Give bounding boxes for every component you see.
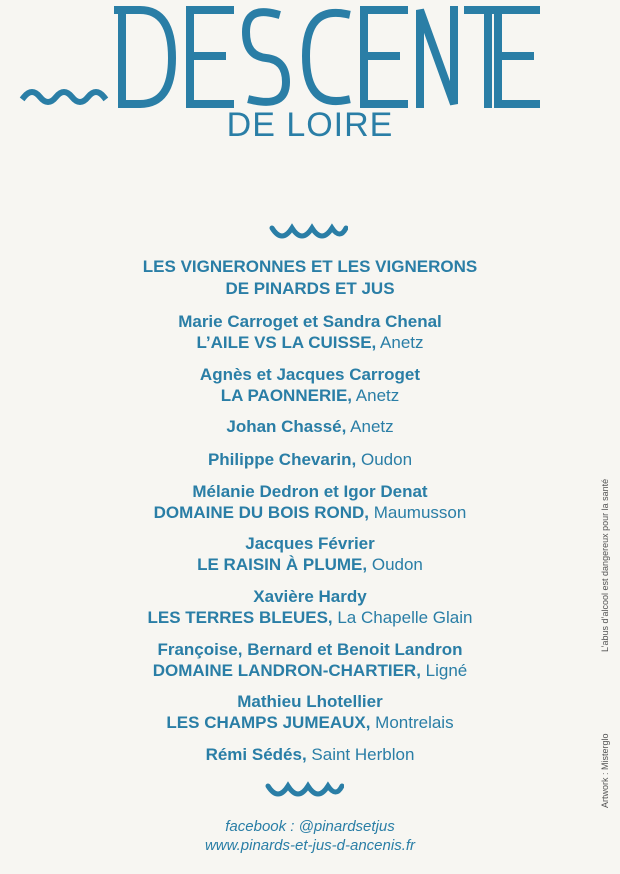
list-item <box>0 449 620 470</box>
artwork-credit: Artwork : Misterglo <box>600 733 610 808</box>
facebook-link[interactable]: facebook : @pinardsetjus <box>225 818 395 835</box>
winemaker-name: Mélanie Dedron et Igor Denat <box>192 482 428 501</box>
subtitle: DE LOIRE <box>226 106 394 144</box>
list-item <box>0 639 620 681</box>
estate-name: DOMAINE LANDRON-CHARTIER, <box>152 661 421 680</box>
alcohol-warning: L’abus d’alcool est dangereux pour la santé <box>600 478 610 652</box>
location: Maumusson <box>369 503 467 522</box>
wave-icon <box>264 780 344 804</box>
list-item <box>0 744 620 765</box>
winemaker-name: Mathieu Lhotellier <box>237 692 383 711</box>
heading-line1: LES VIGNERONNES ET LES VIGNERONS <box>142 257 478 276</box>
vignerons-heading <box>0 256 620 300</box>
website-link[interactable]: www.pinards-et-jus-d-ancenis.fr <box>204 837 416 854</box>
estate-name: LA PAONNERIE, <box>220 386 353 405</box>
estate-name: DOMAINE DU BOIS ROND, <box>153 503 369 522</box>
winemaker-name: Jacques Février <box>245 534 375 553</box>
location: La Chapelle Glain <box>332 608 473 627</box>
winemaker-name: Xavière Hardy <box>253 587 367 606</box>
location: Anetz <box>346 417 394 436</box>
winemaker-name: Johan Chassé, <box>226 417 347 436</box>
list-item <box>0 311 620 353</box>
location: Ligné <box>420 661 468 680</box>
winemaker-name: Françoise, Bernard et Benoit Landron <box>157 640 463 659</box>
list-item <box>0 586 620 628</box>
winemaker-name: Philippe Chevarin, <box>207 450 357 469</box>
location: Anetz <box>352 386 400 405</box>
winemaker-name: Rémi Sédés, <box>205 745 307 764</box>
heading-line2: DE PINARDS ET JUS <box>225 279 395 298</box>
location: Oudon <box>367 555 423 574</box>
title-logo <box>0 0 620 110</box>
location: Montrelais <box>370 713 454 732</box>
estate-name: LES CHAMPS JUMEAUX, <box>166 713 371 732</box>
list-item <box>0 481 620 523</box>
footer <box>0 817 620 855</box>
list-item <box>0 533 620 575</box>
list-item <box>0 364 620 406</box>
location: Anetz <box>376 333 424 352</box>
list-item <box>0 416 620 437</box>
location: Oudon <box>356 450 413 469</box>
list-item <box>0 691 620 733</box>
location: Saint Herblon <box>306 745 415 764</box>
estate-name: LE RAISIN À PLUME, <box>197 555 368 574</box>
estate-name: L’AILE VS LA CUISSE, <box>196 333 377 352</box>
winemaker-name: Agnès et Jacques Carroget <box>199 365 421 384</box>
winemaker-name: Marie Carroget et Sandra Chenal <box>178 312 442 331</box>
wave-icon <box>268 222 348 246</box>
estate-name: LES TERRES BLEUES, <box>147 608 333 627</box>
